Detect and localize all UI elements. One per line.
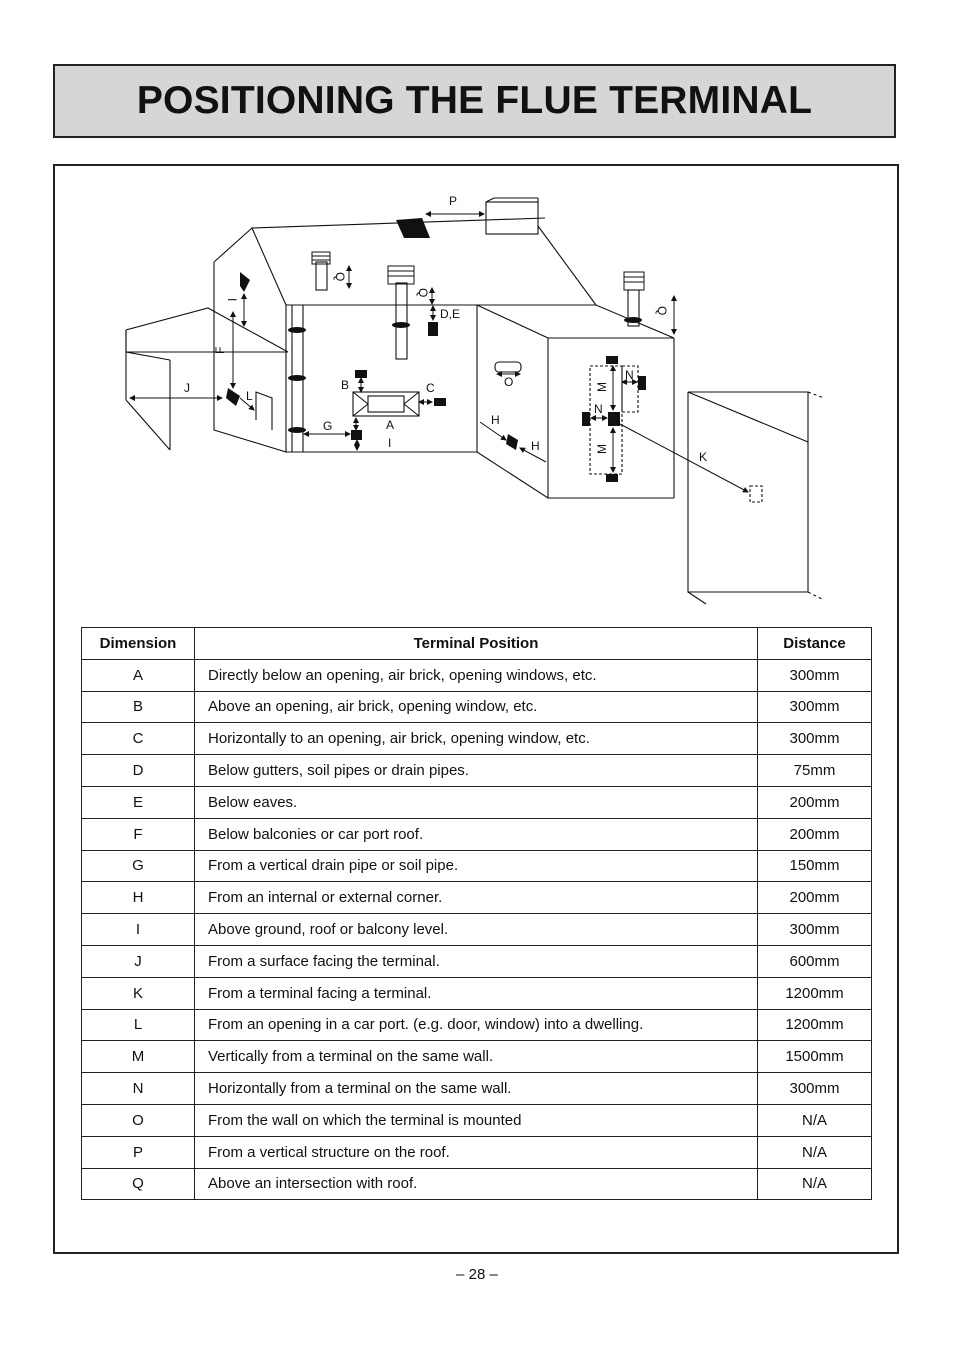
- cell-distance: 300mm: [758, 659, 872, 691]
- carport-roof: [126, 308, 288, 352]
- cell-distance: 600mm: [758, 945, 872, 977]
- label-m-2: M: [595, 444, 609, 454]
- cell-position: Above an intersection with roof.: [195, 1168, 758, 1200]
- cell-distance: 200mm: [758, 786, 872, 818]
- right-wing: [477, 305, 548, 498]
- cell-position: From an opening in a car port. (e.g. door, window) into a dwelling.: [195, 1009, 758, 1041]
- cell-distance: 200mm: [758, 882, 872, 914]
- label-g: G: [323, 419, 333, 433]
- cell-dimension: O: [82, 1104, 195, 1136]
- label-a: A: [386, 418, 395, 432]
- cell-position: From a surface facing the terminal.: [195, 945, 758, 977]
- cell-dimension: H: [82, 882, 195, 914]
- label-j: J: [184, 381, 190, 395]
- table-row: [82, 977, 872, 1009]
- table-row: [82, 755, 872, 787]
- cell-dimension: L: [82, 1009, 195, 1041]
- label-q-1: Q: [333, 272, 347, 282]
- label-h-1: H: [491, 413, 500, 427]
- cell-dimension: N: [82, 1073, 195, 1105]
- label-c: C: [426, 381, 435, 395]
- label-n-1: N: [625, 368, 634, 382]
- header-dimension: Dimension: [82, 628, 195, 660]
- table-row: [82, 691, 872, 723]
- cell-distance: 1200mm: [758, 977, 872, 1009]
- label-l: L: [246, 389, 253, 403]
- label-i-1: I: [225, 298, 239, 302]
- cell-position: From a terminal facing a terminal.: [195, 977, 758, 1009]
- table-row: [82, 1104, 872, 1136]
- table-row: [82, 786, 872, 818]
- label-m-1: M: [595, 382, 609, 392]
- table-row: [82, 1136, 872, 1168]
- table-row: [82, 1041, 872, 1073]
- cell-position: From a vertical structure on the roof.: [195, 1136, 758, 1168]
- label-f: F: [213, 346, 227, 354]
- cell-dimension: P: [82, 1136, 195, 1168]
- table-row: [82, 914, 872, 946]
- cell-dimension: K: [82, 977, 195, 1009]
- label-p: P: [449, 194, 458, 208]
- label-b: B: [341, 378, 350, 392]
- header-terminal-position: Terminal Position: [195, 628, 758, 660]
- cell-distance: N/A: [758, 1104, 872, 1136]
- house-gable: [214, 228, 286, 452]
- cell-distance: 200mm: [758, 818, 872, 850]
- cell-dimension: I: [82, 914, 195, 946]
- table-header-row: [82, 628, 872, 660]
- cell-position: Below eaves.: [195, 786, 758, 818]
- label-n-2: N: [594, 402, 603, 416]
- cell-dimension: C: [82, 723, 195, 755]
- cell-distance: 1500mm: [758, 1041, 872, 1073]
- label-i-2: I: [388, 436, 392, 450]
- label-o: O: [504, 375, 514, 389]
- cell-position: Vertically from a terminal on the same wall.: [195, 1041, 758, 1073]
- cell-position: From the wall on which the terminal is mounted: [195, 1104, 758, 1136]
- clearance-table: [81, 627, 872, 1200]
- cell-position: Below balconies or car port roof.: [195, 818, 758, 850]
- table-row: [82, 723, 872, 755]
- flue-terminal-diagram: [110, 185, 830, 615]
- page-title: POSITIONING THE FLUE TERMINAL: [136, 79, 813, 122]
- cell-distance: 300mm: [758, 1073, 872, 1105]
- label-h-2: H: [531, 439, 540, 453]
- cell-distance: 300mm: [758, 914, 872, 946]
- cell-dimension: A: [82, 659, 195, 691]
- cell-distance: 150mm: [758, 850, 872, 882]
- cell-position: Below gutters, soil pipes or drain pipes.: [195, 755, 758, 787]
- cell-distance: 300mm: [758, 691, 872, 723]
- cell-position: From an internal or external corner.: [195, 882, 758, 914]
- page-number: – 28 –: [456, 1266, 498, 1283]
- label-q-3: Q: [655, 306, 669, 316]
- table-row: [82, 659, 872, 691]
- table-row: [82, 850, 872, 882]
- table-row: [82, 1073, 872, 1105]
- cell-dimension: E: [82, 786, 195, 818]
- cell-dimension: B: [82, 691, 195, 723]
- cell-position: Horizontally from a terminal on the same wall.: [195, 1073, 758, 1105]
- cell-dimension: F: [82, 818, 195, 850]
- cell-dimension: J: [82, 945, 195, 977]
- cell-dimension: Q: [82, 1168, 195, 1200]
- cell-distance: N/A: [758, 1168, 872, 1200]
- cell-distance: 75mm: [758, 755, 872, 787]
- cell-position: Directly below an opening, air brick, opening windows, etc.: [195, 659, 758, 691]
- cell-distance: 300mm: [758, 723, 872, 755]
- label-de: D,E: [440, 307, 461, 321]
- label-q-2: Q: [416, 288, 430, 298]
- cell-position: Above an opening, air brick, opening window, etc.: [195, 691, 758, 723]
- table-row: [82, 1168, 872, 1200]
- cell-position: From a vertical drain pipe or soil pipe.: [195, 850, 758, 882]
- cell-position: Above ground, roof or balcony level.: [195, 914, 758, 946]
- table-row: [82, 882, 872, 914]
- title-banner: [53, 64, 896, 138]
- cell-dimension: M: [82, 1041, 195, 1073]
- cell-position: Horizontally to an opening, air brick, opening window, etc.: [195, 723, 758, 755]
- header-distance: Distance: [758, 628, 872, 660]
- cell-distance: N/A: [758, 1136, 872, 1168]
- cell-dimension: G: [82, 850, 195, 882]
- cell-distance: 1200mm: [758, 1009, 872, 1041]
- cell-dimension: D: [82, 755, 195, 787]
- label-k: K: [699, 450, 708, 464]
- table-row: [82, 945, 872, 977]
- table-row: [82, 1009, 872, 1041]
- table-row: [82, 818, 872, 850]
